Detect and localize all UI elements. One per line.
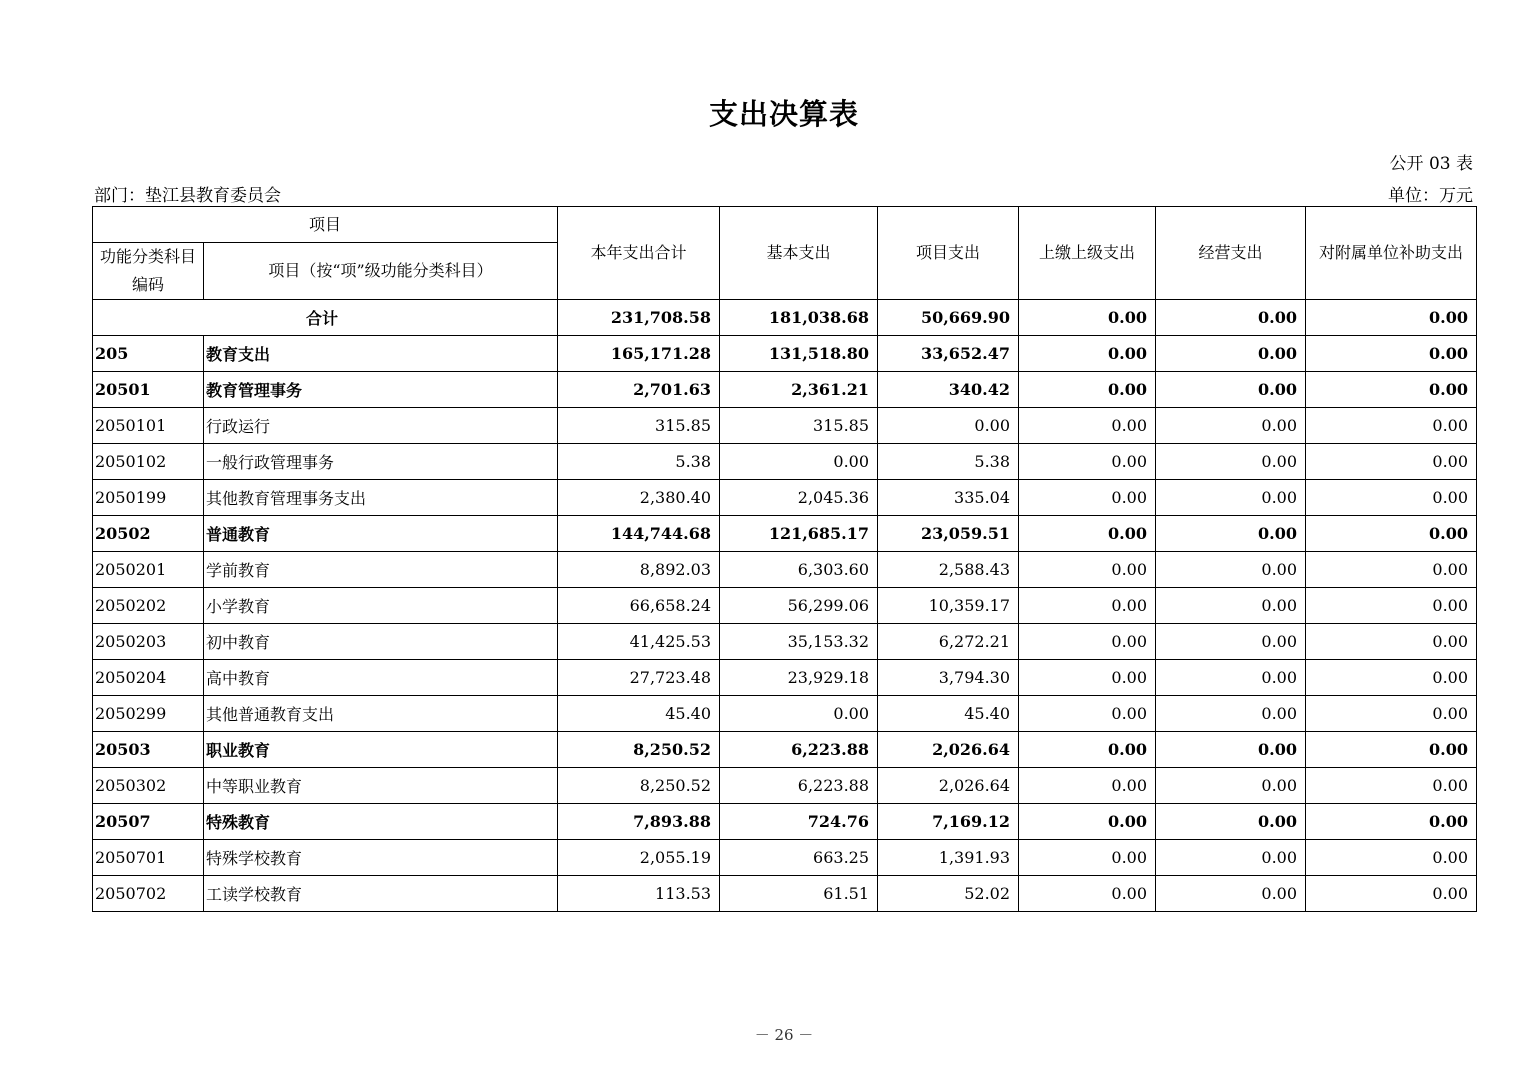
cell-basic: 131,518.80 [720,336,878,372]
cell-project: 6,272.21 [878,624,1019,660]
cell-name: 高中教育 [204,660,558,696]
cell-total: 144,744.68 [558,516,720,552]
table-row [93,588,1477,624]
unit-label: 单位：万元 [1388,186,1473,206]
cell-basic: 6,303.60 [720,552,878,588]
cell-code: 2050299 [93,696,204,732]
total-subsidy: 0.00 [1306,300,1477,336]
cell-name: 中等职业教育 [204,768,558,804]
cell-business: 0.00 [1156,840,1306,876]
cell-basic: 0.00 [720,444,878,480]
cell-total: 66,658.24 [558,588,720,624]
cell-upper: 0.00 [1019,876,1156,912]
cell-basic: 61.51 [720,876,878,912]
cell-basic: 0.00 [720,696,878,732]
cell-name: 普通教育 [204,516,558,552]
cell-name: 行政运行 [204,408,558,444]
cell-project: 5.38 [878,444,1019,480]
cell-name: 学前教育 [204,552,558,588]
cell-subsidy: 0.00 [1306,696,1477,732]
cell-name: 教育管理事务 [204,372,558,408]
cell-name: 教育支出 [204,336,558,372]
cell-name: 特殊教育 [204,804,558,840]
cell-code: 2050102 [93,444,204,480]
cell-total: 8,250.52 [558,768,720,804]
cell-name: 其他普通教育支出 [204,696,558,732]
cell-subsidy: 0.00 [1306,660,1477,696]
cell-project: 10,359.17 [878,588,1019,624]
cell-project: 45.40 [878,696,1019,732]
cell-basic: 724.76 [720,804,878,840]
cell-name: 工读学校教育 [204,876,558,912]
cell-code: 2050702 [93,876,204,912]
cell-upper: 0.00 [1019,552,1156,588]
cell-total: 2,701.63 [558,372,720,408]
table-body [93,300,1477,912]
header-business: 经营支出 [1156,207,1306,300]
table-row [93,408,1477,444]
cell-business: 0.00 [1156,372,1306,408]
cell-business: 0.00 [1156,444,1306,480]
cell-basic: 121,685.17 [720,516,878,552]
cell-code: 20503 [93,732,204,768]
cell-basic: 6,223.88 [720,768,878,804]
table-row [93,444,1477,480]
page-number: － 26 － [754,1026,814,1044]
expenditure-table [92,206,1477,912]
cell-upper: 0.00 [1019,624,1156,660]
table-row [93,552,1477,588]
header-project: 项目支出 [878,207,1019,300]
header-item-group: 项目 [93,207,558,243]
cell-total: 8,892.03 [558,552,720,588]
cell-name: 其他教育管理事务支出 [204,480,558,516]
table-row [93,804,1477,840]
cell-business: 0.00 [1156,804,1306,840]
total-total: 231,708.58 [558,300,720,336]
cell-upper: 0.00 [1019,444,1156,480]
cell-project: 33,652.47 [878,336,1019,372]
cell-total: 45.40 [558,696,720,732]
cell-subsidy: 0.00 [1306,552,1477,588]
cell-business: 0.00 [1156,876,1306,912]
total-row [93,300,1477,336]
total-basic: 181,038.68 [720,300,878,336]
cell-project: 7,169.12 [878,804,1019,840]
table-row [93,516,1477,552]
form-number: 公开 03 表 [1389,154,1473,174]
cell-name: 职业教育 [204,732,558,768]
page-title: 支出决算表 [708,97,859,131]
cell-project: 340.42 [878,372,1019,408]
cell-basic: 23,929.18 [720,660,878,696]
cell-code: 20502 [93,516,204,552]
cell-project: 1,391.93 [878,840,1019,876]
cell-subsidy: 0.00 [1306,372,1477,408]
cell-total: 8,250.52 [558,732,720,768]
cell-basic: 663.25 [720,840,878,876]
cell-business: 0.00 [1156,768,1306,804]
cell-total: 7,893.88 [558,804,720,840]
table-row [93,480,1477,516]
cell-name: 初中教育 [204,624,558,660]
cell-upper: 0.00 [1019,804,1156,840]
cell-code: 2050701 [93,840,204,876]
cell-code: 205 [93,336,204,372]
cell-subsidy: 0.00 [1306,336,1477,372]
cell-code: 2050204 [93,660,204,696]
table-row [93,768,1477,804]
cell-project: 2,026.64 [878,732,1019,768]
cell-code: 2050101 [93,408,204,444]
total-business: 0.00 [1156,300,1306,336]
cell-project: 2,588.43 [878,552,1019,588]
cell-project: 23,059.51 [878,516,1019,552]
cell-upper: 0.00 [1019,588,1156,624]
cell-total: 2,055.19 [558,840,720,876]
table-row [93,732,1477,768]
table-row [93,696,1477,732]
cell-total: 5.38 [558,444,720,480]
cell-code: 2050199 [93,480,204,516]
cell-subsidy: 0.00 [1306,408,1477,444]
total-label: 合计 [93,300,558,336]
cell-basic: 56,299.06 [720,588,878,624]
cell-code: 2050202 [93,588,204,624]
cell-subsidy: 0.00 [1306,588,1477,624]
cell-project: 3,794.30 [878,660,1019,696]
cell-upper: 0.00 [1019,408,1156,444]
table-row [93,372,1477,408]
cell-code: 2050203 [93,624,204,660]
cell-total: 41,425.53 [558,624,720,660]
cell-code: 20501 [93,372,204,408]
cell-upper: 0.00 [1019,732,1156,768]
total-upper: 0.00 [1019,300,1156,336]
cell-code: 2050201 [93,552,204,588]
cell-total: 113.53 [558,876,720,912]
header-total: 本年支出合计 [558,207,720,300]
cell-upper: 0.00 [1019,696,1156,732]
cell-upper: 0.00 [1019,480,1156,516]
cell-subsidy: 0.00 [1306,480,1477,516]
total-project: 50,669.90 [878,300,1019,336]
cell-business: 0.00 [1156,696,1306,732]
cell-upper: 0.00 [1019,660,1156,696]
cell-business: 0.00 [1156,480,1306,516]
department-label: 部门：垫江县教育委员会 [94,186,281,206]
cell-subsidy: 0.00 [1306,516,1477,552]
cell-basic: 2,361.21 [720,372,878,408]
table-row [93,876,1477,912]
header-basic: 基本支出 [720,207,878,300]
cell-business: 0.00 [1156,660,1306,696]
cell-subsidy: 0.00 [1306,876,1477,912]
cell-business: 0.00 [1156,336,1306,372]
header-code: 功能分类科目编码 [93,243,204,300]
cell-code: 2050302 [93,768,204,804]
cell-basic: 2,045.36 [720,480,878,516]
cell-project: 0.00 [878,408,1019,444]
cell-basic: 315.85 [720,408,878,444]
cell-subsidy: 0.00 [1306,732,1477,768]
cell-subsidy: 0.00 [1306,624,1477,660]
cell-name: 小学教育 [204,588,558,624]
cell-subsidy: 0.00 [1306,840,1477,876]
header-subsidy: 对附属单位补助支出 [1306,207,1477,300]
cell-upper: 0.00 [1019,768,1156,804]
cell-code: 20507 [93,804,204,840]
table-row [93,660,1477,696]
cell-project: 52.02 [878,876,1019,912]
cell-business: 0.00 [1156,732,1306,768]
cell-name: 特殊学校教育 [204,840,558,876]
table-row [93,336,1477,372]
cell-subsidy: 0.00 [1306,444,1477,480]
cell-upper: 0.00 [1019,336,1156,372]
cell-subsidy: 0.00 [1306,804,1477,840]
cell-business: 0.00 [1156,408,1306,444]
cell-total: 315.85 [558,408,720,444]
cell-upper: 0.00 [1019,516,1156,552]
cell-business: 0.00 [1156,552,1306,588]
cell-upper: 0.00 [1019,840,1156,876]
table-row [93,840,1477,876]
cell-business: 0.00 [1156,516,1306,552]
header-name: 项目（按“项”级功能分类科目） [204,243,558,300]
cell-name: 一般行政管理事务 [204,444,558,480]
cell-total: 165,171.28 [558,336,720,372]
cell-business: 0.00 [1156,624,1306,660]
header-upper: 上缴上级支出 [1019,207,1156,300]
cell-subsidy: 0.00 [1306,768,1477,804]
cell-upper: 0.00 [1019,372,1156,408]
cell-project: 2,026.64 [878,768,1019,804]
cell-basic: 35,153.32 [720,624,878,660]
cell-project: 335.04 [878,480,1019,516]
cell-total: 27,723.48 [558,660,720,696]
cell-business: 0.00 [1156,588,1306,624]
cell-total: 2,380.40 [558,480,720,516]
table-row [93,624,1477,660]
cell-basic: 6,223.88 [720,732,878,768]
